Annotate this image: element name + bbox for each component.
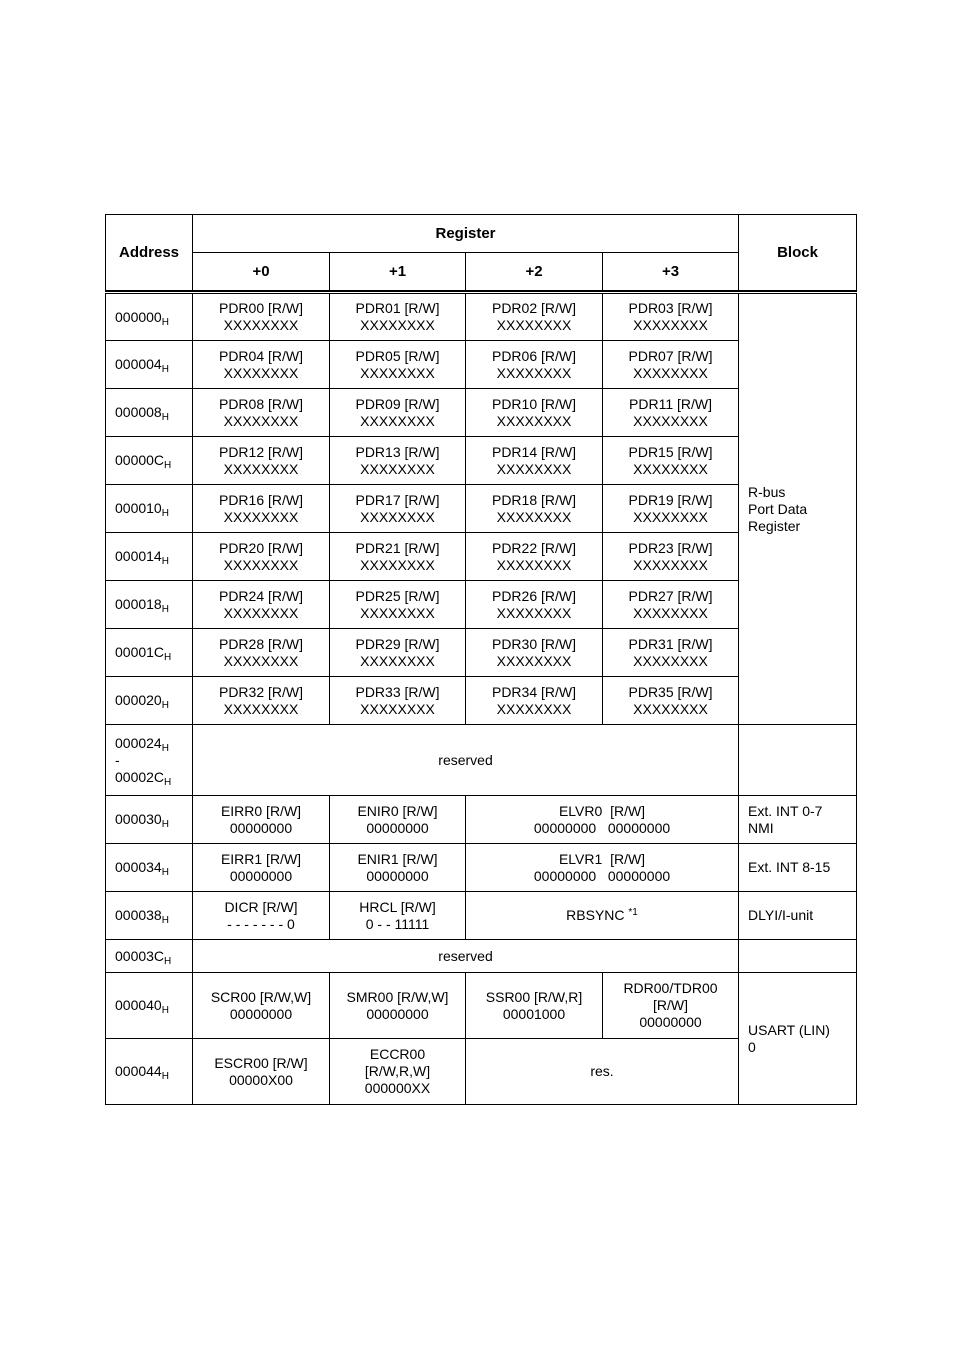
register-cell: PDR18 [R/W] XXXXXXXX [466,485,603,533]
block-cell-ext-int-8-15: Ext. INT 8-15 [739,844,857,892]
register-cell: PDR29 [R/W] XXXXXXXX [330,629,466,677]
address-cell: $000020_H$ [106,677,193,725]
register-cell: PDR08 [R/W] XXXXXXXX [193,389,330,437]
register-cell: PDR33 [R/W] XXXXXXXX [330,677,466,725]
offset-header: +0 [193,253,330,291]
address-cell: $000040_H$ [106,973,193,1039]
register-cell: PDR30 [R/W] XXXXXXXX [466,629,603,677]
address-header: Address [106,215,193,291]
table-row [106,892,857,940]
register-cell: DICR [R/W] - - - - - - - 0 [193,892,330,940]
register-cell: PDR16 [R/W] XXXXXXXX [193,485,330,533]
offset-header: +3 [603,253,739,291]
address-cell: $00000C_H$ [106,437,193,485]
register-cell: ELVR0 [R/W] 00000000 00000000 [466,796,739,844]
register-cell: res. [466,1039,739,1105]
register-cell: SCR00 [R/W,W] 00000000 [193,973,330,1039]
block-cell-ext-int-0-7: Ext. INT 0-7 NMI [739,796,857,844]
register-cell: PDR10 [R/W] XXXXXXXX [466,389,603,437]
register-cell: HRCL [R/W] 0 - - 11111 [330,892,466,940]
block-cell-empty [739,725,857,796]
register-cell: PDR19 [R/W] XXXXXXXX [603,485,739,533]
register-cell: PDR05 [R/W] XXXXXXXX [330,341,466,389]
register-cell: ELVR1 [R/W] 00000000 00000000 [466,844,739,892]
register-cell: PDR02 [R/W] XXXXXXXX [466,293,603,341]
address-cell: $000044_H$ [106,1039,193,1105]
address-cell: $000030_H$ [106,796,193,844]
register-cell: ENIR1 [R/W] 00000000 [330,844,466,892]
register-cell: ENIR0 [R/W] 00000000 [330,796,466,844]
address-cell: $000038_H$ [106,892,193,940]
table-row [106,973,857,1039]
register-cell: RDR00/TDR00 [R/W] 00000000 [603,973,739,1039]
address-cell: $00001C_H$ [106,629,193,677]
register-cell: PDR25 [R/W] XXXXXXXX [330,581,466,629]
register-cell: PDR14 [R/W] XXXXXXXX [466,437,603,485]
register-cell: PDR27 [R/W] XXXXXXXX [603,581,739,629]
register-header: Register [193,215,739,253]
register-cell: PDR32 [R/W] XXXXXXXX [193,677,330,725]
register-cell: PDR35 [R/W] XXXXXXXX [603,677,739,725]
register-map-table [105,214,857,1105]
register-cell: PDR06 [R/W] XXXXXXXX [466,341,603,389]
address-cell: $000014_H$ [106,533,193,581]
table-row [106,940,857,973]
register-cell: ESCR00 [R/W] 00000X00 [193,1039,330,1105]
block-cell-usart: USART (LIN) 0 [739,973,857,1105]
block-cell-rbus: R-bus Port Data Register [739,293,857,725]
register-cell: PDR31 [R/W] XXXXXXXX [603,629,739,677]
register-cell: PDR03 [R/W] XXXXXXXX [603,293,739,341]
table-row [106,844,857,892]
address-cell: $000000_H$ [106,293,193,341]
register-cell: ECCR00 [R/W,R,W] 000000XX [330,1039,466,1105]
address-cell: $000004_H$ [106,341,193,389]
address-cell: $000010_H$ [106,485,193,533]
register-cell: PDR34 [R/W] XXXXXXXX [466,677,603,725]
register-cell: RBSYNC $^{*1}$ [466,892,739,940]
table-row [106,796,857,844]
register-cell: SMR00 [R/W,W] 00000000 [330,973,466,1039]
register-cell: PDR24 [R/W] XXXXXXXX [193,581,330,629]
register-cell: PDR07 [R/W] XXXXXXXX [603,341,739,389]
address-cell: $000024_H$ - $00002C_H$ [106,725,193,796]
register-cell: SSR00 [R/W,R] 00001000 [466,973,603,1039]
address-cell: $000008_H$ [106,389,193,437]
register-cell: PDR20 [R/W] XXXXXXXX [193,533,330,581]
register-cell: PDR15 [R/W] XXXXXXXX [603,437,739,485]
table-row [106,293,857,341]
block-header: Block [739,215,857,291]
register-cell: PDR17 [R/W] XXXXXXXX [330,485,466,533]
register-cell: PDR13 [R/W] XXXXXXXX [330,437,466,485]
block-cell-empty [739,940,857,973]
footnote-marker: *1 [628,907,638,918]
register-cell: PDR22 [R/W] XXXXXXXX [466,533,603,581]
offset-header: +2 [466,253,603,291]
reserved-cell: reserved [193,725,739,796]
register-cell: PDR09 [R/W] XXXXXXXX [330,389,466,437]
register-cell: PDR01 [R/W] XXXXXXXX [330,293,466,341]
address-cell: $000034_H$ [106,844,193,892]
register-cell: EIRR0 [R/W] 00000000 [193,796,330,844]
block-cell-dlyi: DLYI/I-unit [739,892,857,940]
register-cell: EIRR1 [R/W] 00000000 [193,844,330,892]
register-cell: PDR26 [R/W] XXXXXXXX [466,581,603,629]
register-cell: PDR11 [R/W] XXXXXXXX [603,389,739,437]
register-cell: PDR23 [R/W] XXXXXXXX [603,533,739,581]
register-cell: PDR28 [R/W] XXXXXXXX [193,629,330,677]
table-row [106,725,857,796]
register-cell: PDR12 [R/W] XXXXXXXX [193,437,330,485]
address-cell: $00003C_H$ [106,940,193,973]
register-cell: PDR21 [R/W] XXXXXXXX [330,533,466,581]
register-cell: PDR04 [R/W] XXXXXXXX [193,341,330,389]
register-cell: PDR00 [R/W] XXXXXXXX [193,293,330,341]
offset-header: +1 [330,253,466,291]
reserved-cell: reserved [193,940,739,973]
address-cell: $000018_H$ [106,581,193,629]
